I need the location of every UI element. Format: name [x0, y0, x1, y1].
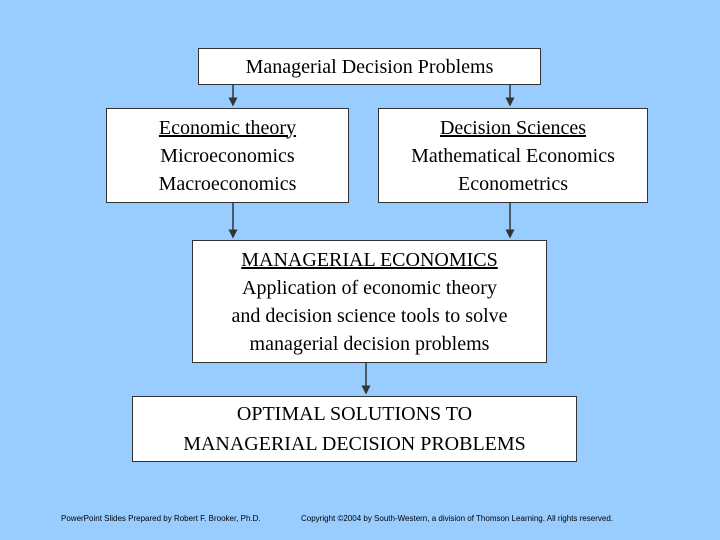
- optimal-solutions-line-1: OPTIMAL SOLUTIONS TO: [236, 403, 473, 425]
- managerial-decision-problems-label: Managerial Decision Problems: [245, 55, 494, 78]
- macroeconomics-label: Macroeconomics: [158, 172, 297, 195]
- footer-credit: PowerPoint Slides Prepared by Robert F. Brooker, Ph.D.: [61, 514, 261, 523]
- managerial-economics-line-3: managerial decision problems: [249, 332, 490, 355]
- decision-sciences-heading: Decision Sciences: [439, 116, 587, 139]
- decision-sciences-box: [378, 108, 648, 203]
- optimal-solutions-line-2: MANAGERIAL DECISION PROBLEMS: [183, 433, 526, 455]
- economic-theory-box: [106, 108, 349, 203]
- microeconomics-label: Microeconomics: [160, 144, 295, 167]
- managerial-economics-heading: MANAGERIAL ECONOMICS: [241, 248, 498, 271]
- footer-copyright: Copyright ©2004 by South-Western, a division of Thomson Learning. All rights reserved.: [301, 514, 613, 523]
- managerial-economics-box: [192, 240, 547, 363]
- managerial-economics-line-2: and decision science tools to solve: [231, 304, 508, 327]
- optimal-solutions-box: [132, 396, 577, 462]
- managerial-economics-line-1: Application of economic theory: [242, 276, 497, 299]
- economic-theory-heading: Economic theory: [158, 116, 297, 139]
- mathematical-economics-label: Mathematical Economics: [411, 144, 615, 167]
- econometrics-label: Econometrics: [458, 172, 568, 195]
- managerial-decision-problems-box: [198, 48, 541, 85]
